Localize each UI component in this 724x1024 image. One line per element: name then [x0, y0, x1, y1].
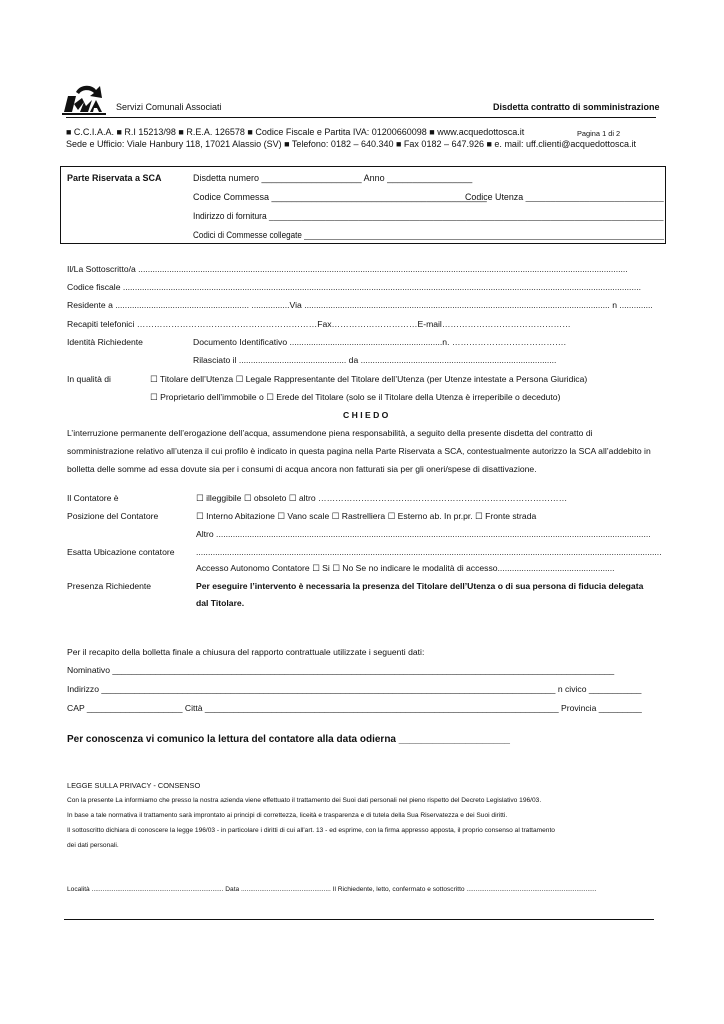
sca-logo [62, 82, 108, 116]
cancellation-number-field[interactable]: Disdetta numero ____________________ Anno _________________ [193, 173, 473, 183]
page-number: Pagina 1 di 2 [577, 129, 621, 138]
request-text-line1: L’interruzione permanente dell’erogazione dell’acqua, assumendone piena responsabilità, a seguito della presente disdetta del contratto di [67, 428, 593, 438]
org-name: Servizi Comunali Associati [116, 102, 222, 112]
request-text-line3: bolletta delle somme ad essa dovute sia per i consumi di acqua ancora non fatturati sia per gli oneri/spese di disattivazione. [67, 464, 537, 474]
request-heading: C H I E D O [343, 410, 389, 420]
id-document-field[interactable]: Documento Identificativo ................................................................n. …………………………………. [193, 337, 566, 347]
privacy-paragraph-2: In base a tale normativa il trattamento sarà improntato ai principi di correttezza, liceità e trasparenza e di tutela della Sua Riservatezza e dei Suoi diritti. [67, 812, 508, 819]
reserved-section-label: Parte Riservata a SCA [67, 173, 162, 183]
company-registry-info: ■ C.C.I.A.A. ■ R.I 15213/98 ■ R.E.A. 126578 ■ Codice Fiscale e Partita IVA: 01200660098 ■ www.acquedottosca.it [66, 127, 525, 137]
privacy-paragraph-1: Con la presente La informiamo che presso la nostra azienda viene effettuato il trattamento dei Suoi dati personali nel pieno rispetto del Decreto Legislativo 196/03. [67, 797, 542, 804]
billing-intro: Per il recapito della bolletta finale a chiusura del rapporto contrattuale utilizzate i seguenti dati: [67, 647, 425, 657]
meter-location-field[interactable]: ................................................................................................................................................................................................... [196, 547, 662, 557]
issued-field[interactable]: Rilasciato il ............................................. da .................................................................................. [193, 355, 557, 365]
meter-access-field[interactable]: Accesso Autonomo Contatore ☐ Si ☐ No Se no indicare le modalità di accesso................................................. [196, 563, 615, 573]
meter-status-options[interactable]: ☐ illeggibile ☐ obsoleto ☐ altro …………………………………………………………………………… [196, 493, 568, 503]
meter-status-label: Il Contatore è [67, 493, 119, 503]
utility-code-field[interactable]: Codice Utenza ____________________________ [465, 192, 664, 202]
capacity-label: In qualità di [67, 374, 111, 384]
company-contact-info: Sede e Ufficio: Viale Hanbury 118, 17021 Alassio (SV) ■ Telefono: 0182 – 640.340 ■ Fax 0182 – 647.926 ■ e. mail: uff.clienti@acquedottosca.it [66, 139, 636, 149]
privacy-paragraph-4: dei dati personali. [67, 842, 119, 849]
document-title: Disdetta contratto di somministrazione [493, 102, 660, 112]
meter-reading-field[interactable]: Per conoscenza vi comunico la lettura del contatore alla data odierna ____________________ [67, 734, 510, 745]
tax-code-field[interactable]: Codice fiscale ......................................................................................................................................................................................................................... [67, 282, 641, 292]
residence-field[interactable]: Residente a ........................................................ ................Via ................................................................................................................................ n .............. [67, 300, 653, 310]
signature-line[interactable]: Località ........................................................................ Data ................................................. Il Richiedente, letto, confermato e sottoscritto ....................................................................... [67, 886, 597, 893]
capacity-options-row2[interactable]: ☐ Proprietario dell’immobile o ☐ Erede del Titolare (solo se il Titolare della Utenza è irreperibile o deceduto) [150, 392, 561, 402]
linked-orders-field[interactable]: Codici di Commesse collegate ________________________________________________________________________________ [193, 230, 665, 240]
presence-note-line1: Per eseguire l’intervento è necessaria la presenza del Titolare dell’Utenza o di sua persona di fiducia delegata [196, 581, 644, 591]
footer-rule [64, 919, 654, 920]
meter-position-label: Posizione del Contatore [67, 511, 159, 521]
privacy-paragraph-3: Il sottoscritto dichiara di conoscere la legge 196/03 - in particolare i diritti di cui all'art. 13 - ed esprime, con la firma appresso apposta, il proprio consenso al trattamento [67, 827, 555, 834]
presence-note-line2: dal Titolare. [196, 598, 245, 608]
signatory-field[interactable]: Il/La Sottoscritto/a ............................................................................................................................................................................................................. [67, 264, 628, 274]
supply-address-field[interactable]: Indirizzo di fornitura ____________________________________________________________________________________ [193, 211, 664, 221]
capacity-options-row1[interactable]: ☐ Titolare dell’Utenza ☐ Legale Rappresentante del Titolare dell’Utenza (per Utenze intestate a Persona Giuridica) [150, 374, 588, 384]
presence-label: Presenza Richiedente [67, 581, 152, 591]
billing-name-field[interactable]: Nominativo _________________________________________________________________________________________________________ [67, 665, 615, 675]
billing-address-field[interactable]: Indirizzo _______________________________________________________________________________________________ n civico ___________ [67, 684, 642, 694]
meter-position-options[interactable]: ☐ Interno Abitazione ☐ Vano scale ☐ Rastrelliera ☐ Esterno ab. In pr.pr. ☐ Fronte strada [196, 511, 537, 521]
order-code-field[interactable]: Codice Commessa ___________________________________________ [193, 192, 487, 202]
privacy-title: LEGGE SULLA PRIVACY - CONSENSO [67, 781, 201, 790]
phone-contacts-field[interactable]: Recapiti telefonici ………………………………………………………Fax…………………………E-mail……………………………………… [67, 319, 571, 329]
meter-position-other-field[interactable]: Altro ...................................................................................................................................................................................... [196, 529, 651, 539]
meter-location-label: Esatta Ubicazione contatore [67, 547, 175, 557]
header-rule [66, 117, 656, 118]
identity-label: Identità Richiedente [67, 337, 143, 347]
billing-city-field[interactable]: CAP ____________________ Città __________________________________________________________________________ Provincia _________ [67, 703, 642, 713]
request-text-line2: somministrazione relativo all’utenza il cui profilo è indicato in questa pagina nella Parte Riservata a SCA, contestualmente autorizzo la SCA all’addebito in [67, 446, 651, 456]
